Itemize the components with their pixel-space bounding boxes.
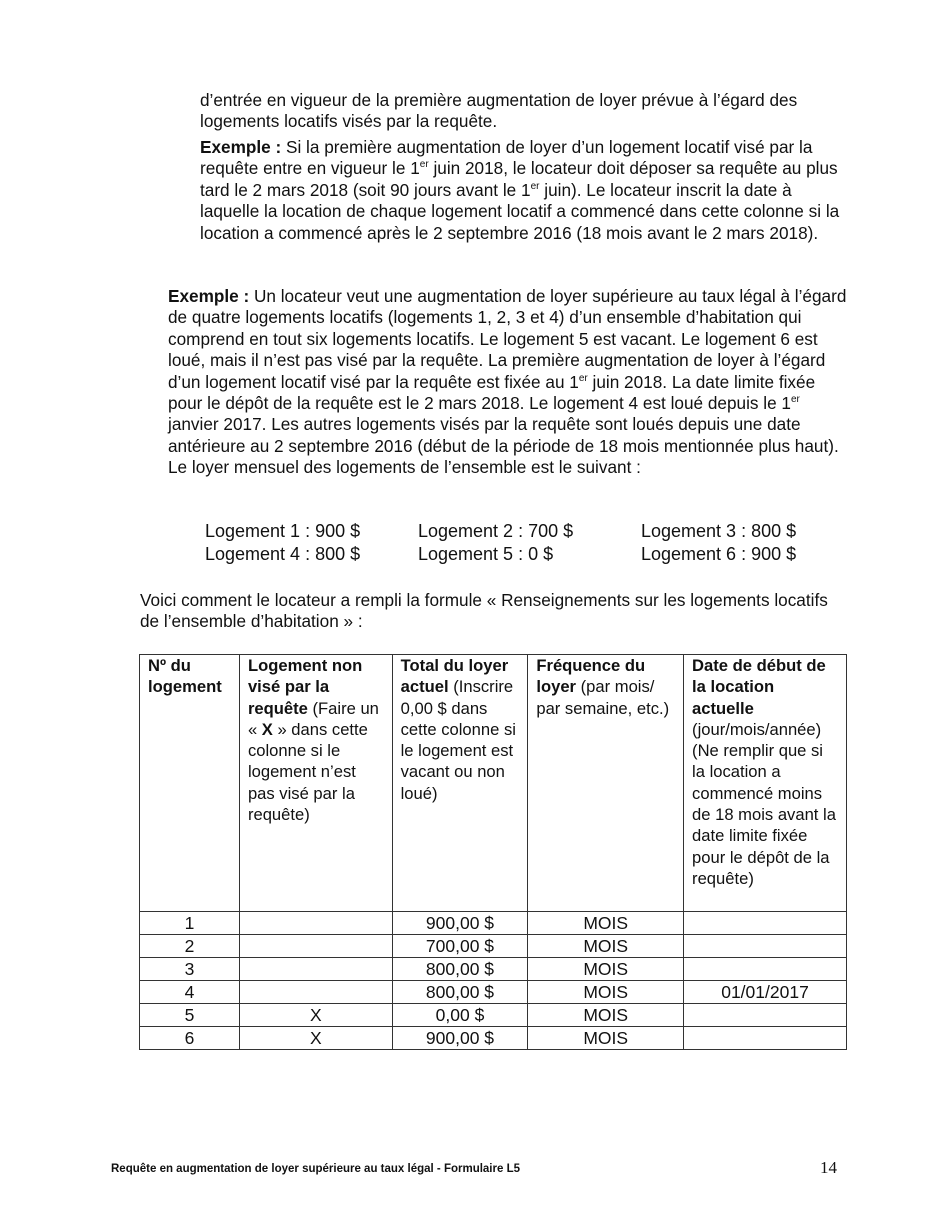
cell-rent: 900,00 $ [392,912,528,935]
header-rent-frequency [528,655,684,912]
example-paragraph-1 [200,137,840,244]
cell-not-covered: X [239,1004,392,1027]
cell-unit: 4 [140,981,240,1004]
cell-frequency: MOIS [528,1027,684,1050]
cell-rent: 700,00 $ [392,935,528,958]
header-text: (Inscrire 0,00 $ dans cette colonne si le logement est vacant ou non loué) [400,677,516,803]
cell-unit: 2 [140,935,240,958]
superscript: er [419,159,429,171]
cell-start-date [684,912,847,935]
cell-not-covered [239,981,392,1004]
page-number: 14 [820,1158,837,1177]
cell-not-covered [239,912,392,935]
table-row [140,935,847,958]
text-span: juin 2018, le locateur doit déposer sa requête au plus tard le 2 mars 2018 (soit 90 jours avant le 1 [200,158,838,200]
cell-start-date [684,958,847,981]
table-row [140,981,847,1004]
example-label: Exemple : [200,137,282,157]
header-text: (jour/mois/année) (Ne remplir que si la location a commencé moins de 18 mois avant la date limite fixée pour le dépôt de la requête) [692,719,836,888]
text-span: Si la première augmentation de loyer d’un logement locatif visé par la requête entre en vigueur le 1 [200,137,813,179]
table-header-row [140,655,847,912]
superscript: er [791,394,800,406]
cell-unit: 3 [140,958,240,981]
example-paragraph-2 [168,286,848,479]
cell-not-covered [239,935,392,958]
rent-item: Logement 5 : 0 $ [418,544,554,564]
cell-start-date [684,1004,847,1027]
rent-item: Logement 4 : 800 $ [205,544,361,564]
rent-row [205,543,841,566]
header-total-rent [392,655,528,912]
cell-start-date: 01/01/2017 [684,981,847,1004]
header-text: (par mois/ par semaine, etc.) [536,677,670,718]
cell-start-date [684,1027,847,1050]
header-bold: X [261,719,273,739]
cell-start-date [684,935,847,958]
text-span: juin 2018. La date limite fixée pour le dépôt de la requête est le 2 mars 2018. Le logement 4 est loué depuis le 1 [168,371,816,414]
intro-paragraph: d’entrée en vigueur de la première augmentation de loyer prévue à l’égard des logements locatifs visés par la requête. [200,90,798,132]
cell-rent: 800,00 $ [392,981,528,1004]
table-row [140,1027,847,1050]
table-row [140,958,847,981]
cell-not-covered [239,958,392,981]
cell-rent: 900,00 $ [392,1027,528,1050]
lead-in-paragraph: Voici comment le locateur a rempli la formule « Renseignements sur les logements locatifs de l’ensemble d’habitation » : [140,590,828,632]
header-text: » dans cette colonne si le logement n’est pas visé par la requête) [247,719,368,825]
cell-frequency: MOIS [528,981,684,1004]
superscript: er [530,180,540,192]
cell-frequency: MOIS [528,935,684,958]
header-bold: Total du loyer actuel [400,656,509,697]
header-not-covered [239,655,392,912]
table-row [140,1004,847,1027]
cell-not-covered: X [239,1027,392,1050]
rent-item: Logement 1 : 900 $ [205,521,361,541]
footer-title: Requête en augmentation de loyer supérieure au taux légal - Formulaire L5 [111,1163,520,1175]
superscript: er [578,372,588,384]
header-text: (Faire un « [247,698,379,739]
text-span: Un locateur veut une augmentation de loyer supérieure au taux légal à l’égard de quatre logements locatifs (logements 1, 2, 3 et 4) d’un ensemble d’habitation qui comprend en tout six logements locatifs. Le logement 5 est vacant. Le logement 6 est loué, mais il n’est pas visé par la requête. La première augmentation de loyer à l’égard d’un logement locatif visé par la requête est fixée au 1 [168,286,847,392]
header-tenancy-start [684,655,847,912]
cell-unit: 5 [140,1004,240,1027]
rent-row [205,520,841,543]
rent-item: Logement 2 : 700 $ [418,521,574,541]
cell-unit: 1 [140,912,240,935]
text-span: juin). Le locateur inscrit la date à laquelle la location de chaque logement locatif a commencé dans cette colonne si la location a commencé après le 2 septembre 2016 (18 mois avant le 2 mars 2018). [200,179,840,243]
cell-frequency: MOIS [528,958,684,981]
cell-rent: 800,00 $ [392,958,528,981]
rent-item: Logement 6 : 900 $ [641,544,797,564]
table-row [140,912,847,935]
header-bold: Fréquence du loyer [536,656,646,697]
rental-units-table [139,654,847,1050]
rent-list [205,520,841,566]
header-bold: Nº du logement [148,656,222,697]
rent-item: Logement 3 : 800 $ [641,521,797,541]
text-span: janvier 2017. Les autres logements visés par la requête sont loués depuis une date antérieure au 2 septembre 2016 (début de la période de 18 mois mentionnée plus haut). Le loyer mensuel des logements de l’ensemble est le suivant : [168,414,839,478]
header-bold: Date de début de la location actuelle [692,656,826,718]
cell-frequency: MOIS [528,912,684,935]
example-label: Exemple : [168,286,250,306]
cell-frequency: MOIS [528,1004,684,1027]
header-bold: Logement non visé par la requête [247,656,363,718]
header-unit-number [140,655,240,912]
cell-rent: 0,00 $ [392,1004,528,1027]
cell-unit: 6 [140,1027,240,1050]
